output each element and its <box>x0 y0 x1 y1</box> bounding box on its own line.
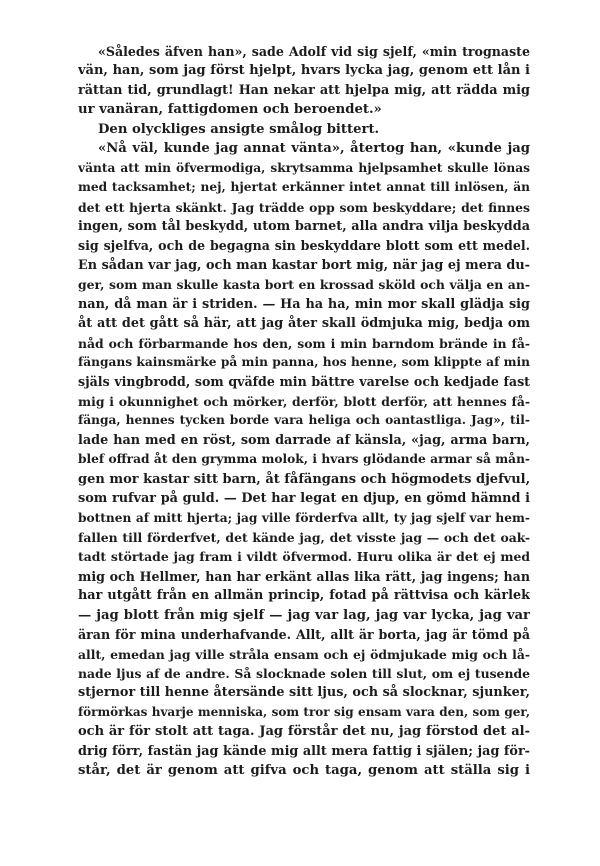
text-line: bottnen af mitt hjerta; jag ville förderfva allt, ty jag sjelf var hem- <box>78 510 530 525</box>
paragraph-3 <box>78 139 530 858</box>
text-line: «Således äfven han», sade Adolf vid sig sjelf, «min trognaste <box>98 44 530 59</box>
text-line: nan, då man är i striden. — Ha ha ha, min mor skall glädja sig <box>78 296 530 312</box>
text-line: åt att det gått så här, att jag åter skall ödmjuka mig, bedja om <box>78 316 530 332</box>
text-line: förmörkas hvarje menniska, som tror sig ensam vara den, som ger, <box>78 704 530 719</box>
text-line: vän, han, som jag först hjelpt, hvars lycka jag, genom ett lån i <box>78 63 530 79</box>
text-line: mig i okunnighet och mörker, derför, blott derför, att hennes få- <box>78 393 530 409</box>
text-line: sig sjelfva, och de begagna sin beskyddare blott som ett medel. <box>78 238 530 254</box>
text-line: har utgått från en allmän princip, fotad på rättvisa och kärlek <box>78 588 530 604</box>
text-line: gen mor kastar sitt barn, åt fåfängans och högmodets djefvul, <box>78 471 530 487</box>
text-line: lade han med en röst, som darrade af känsla, «jag, arma barn, <box>78 432 530 448</box>
text-line: äran för mina underhafvande. Allt, allt är borta, jag är tömd på <box>78 627 530 643</box>
text-line: drig förr, fastän jag kände mig allt mera fattig i själen; jag för- <box>78 743 530 759</box>
text-line: ur vanäran, fattigdomen och beroendet.» <box>78 102 382 118</box>
text-line: fängans kainsmärke på min panna, hos henne, som klippte af min <box>78 355 530 369</box>
text-line: Den olyckliges ansigte smålog bittert. <box>98 121 380 137</box>
text-line: står, det är genom att gifva och taga, genom att ställa sig i <box>78 763 530 779</box>
text-line: fänga, hennes tycken borde vara heliga och oantastliga. Jag», til- <box>78 413 530 428</box>
page-text <box>78 42 530 858</box>
text-line: En sådan var jag, och man kastar bort mig, när jag ej mera du- <box>78 257 530 273</box>
text-line: stjernor till henne återsände sitt ljus, och så slocknar, sjunker, <box>78 685 530 701</box>
text-line: med tacksamhet; nej, hjertat erkänner intet annat till inlösen, än <box>78 180 530 195</box>
text-line: nåd och förbarmande hos den, som i min barndom brände in få- <box>78 335 530 351</box>
text-line: själs vingbrodd, som qväfde min bättre varelse och kedjade fast <box>78 374 530 390</box>
text-line <box>78 820 530 839</box>
text-line: tadt störtade jag fram i vildt öfvermod. Huru olika är det ej med <box>78 549 530 565</box>
text-line <box>78 839 530 858</box>
text-line: det ett hjerta skänkt. Jag trädde opp som beskyddare; det finnes <box>78 199 530 215</box>
text-line: ingen, som tål beskydd, utom barnet, alla andra vilja beskydda <box>78 218 530 234</box>
paragraph-1 <box>78 42 530 120</box>
text-line: rättan tid, grundlagt! Han nekar att hjelpa mig, att rädda mig <box>78 82 530 98</box>
text-line: fallen till förderfvet, det kände jag, det visste jag — och det oak- <box>78 529 530 545</box>
text-line: ger, som man skulle kasta bort en krossad sköld och välja en an- <box>78 277 530 293</box>
text-line: nade ljus af de andre. Så slocknade solen till slut, om ej tusende <box>78 666 530 681</box>
text-line <box>78 781 530 800</box>
text-line: vänta att min öfvermodiga, skrytsamma hjelpsamhet skulle lönas <box>78 160 530 175</box>
text-line <box>78 800 530 819</box>
text-line: — jag blott från mig sjelf — jag var lag, jag var lycka, jag var <box>78 607 530 623</box>
text-line: allt, emedan jag ville stråla ensam och ej ödmjukade mig och lå- <box>78 646 530 662</box>
text-line: mig och Hellmer, han har erkänt allas lika rätt, jag ingens; han <box>78 568 530 584</box>
text-line: «Nå väl, kunde jag annat vänta», återtog han, «kunde jag <box>98 141 530 157</box>
paragraph-2 <box>78 120 530 139</box>
text-line: blef offrad åt den grymma molok, i hvars glödande armar så mån- <box>78 452 530 467</box>
text-line: och är för stolt att taga. Jag förstår det nu, jag förstod det al- <box>78 724 530 740</box>
text-line: som rufvar på guld. — Det har legat en djup, en gömd hämnd i <box>78 491 530 507</box>
